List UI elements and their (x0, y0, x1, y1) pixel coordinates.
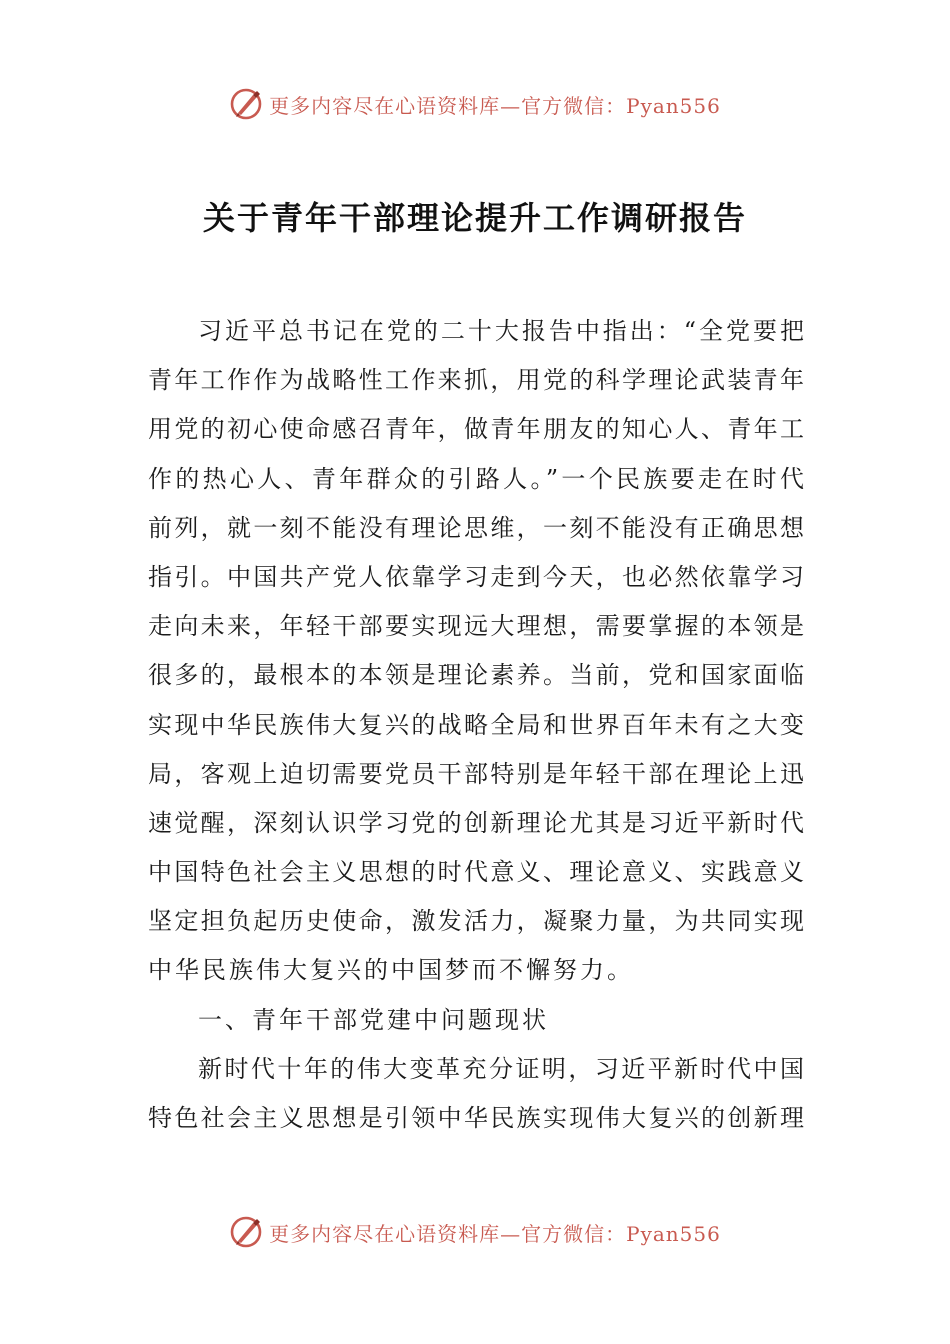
body-line: 实现中华民族伟大复兴的战略全局和世界百年未有之大变 (148, 710, 804, 739)
watermark-text: 更多内容尽在心语资料库—官方微信：Pyan556 (269, 1221, 721, 1246)
body-line: 前列，就一刻不能没有理论思维，一刻不能没有正确思想 (148, 513, 804, 542)
body-line: 特色社会主义思想是引领中华民族实现伟大复兴的创新理 (148, 1104, 804, 1132)
body-line: 指引。中国共产党人依靠学习走到今天，也必然依靠学习 (148, 562, 804, 591)
pen-logo-icon (229, 87, 263, 121)
body-line: 中华民族伟大复兴的中国梦而不懈努力。 (148, 956, 634, 985)
watermark-text: 更多内容尽在心语资料库—官方微信：Pyan556 (269, 93, 721, 118)
body-line: 新时代十年的伟大变革充分证明，习近平新时代中国 (198, 1054, 804, 1083)
pen-logo-icon (229, 1215, 263, 1249)
footer-watermark (0, 1210, 950, 1254)
body-line: 走向未来，年轻干部要实现远大理想，需要掌握的本领是 (148, 612, 804, 641)
body-line: 用党的初心使命感召青年，做青年朋友的知心人、青年工 (148, 415, 804, 444)
body-line: 坚定担负起历史使命，激发活力，凝聚力量，为共同实现 (148, 907, 804, 936)
document-body (148, 307, 804, 1143)
body-line: 局，客观上迫切需要党员干部特别是年轻干部在理论上迅 (148, 759, 804, 788)
body-line: 作的热心人、青年群众的引路人。”一个民族要走在时代 (148, 464, 804, 493)
body-line: 中国特色社会主义思想的时代意义、理论意义、实践意义 (148, 858, 804, 887)
section-heading: 一、青年干部党建中问题现状 (198, 1005, 549, 1034)
document-title: 关于青年干部理论提升工作调研报告 (202, 199, 747, 238)
body-line: 青年工作作为战略性工作来抓，用党的科学理论武装青年 (148, 366, 804, 395)
header-watermark (0, 82, 950, 126)
body-line: 很多的，最根本的本领是理论素养。当前，党和国家面临 (148, 661, 804, 690)
body-line: 速觉醒，深刻认识学习党的创新理论尤其是习近平新时代 (148, 808, 804, 837)
body-line: 习近平总书记在党的二十大报告中指出：“全党要把 (198, 317, 804, 345)
